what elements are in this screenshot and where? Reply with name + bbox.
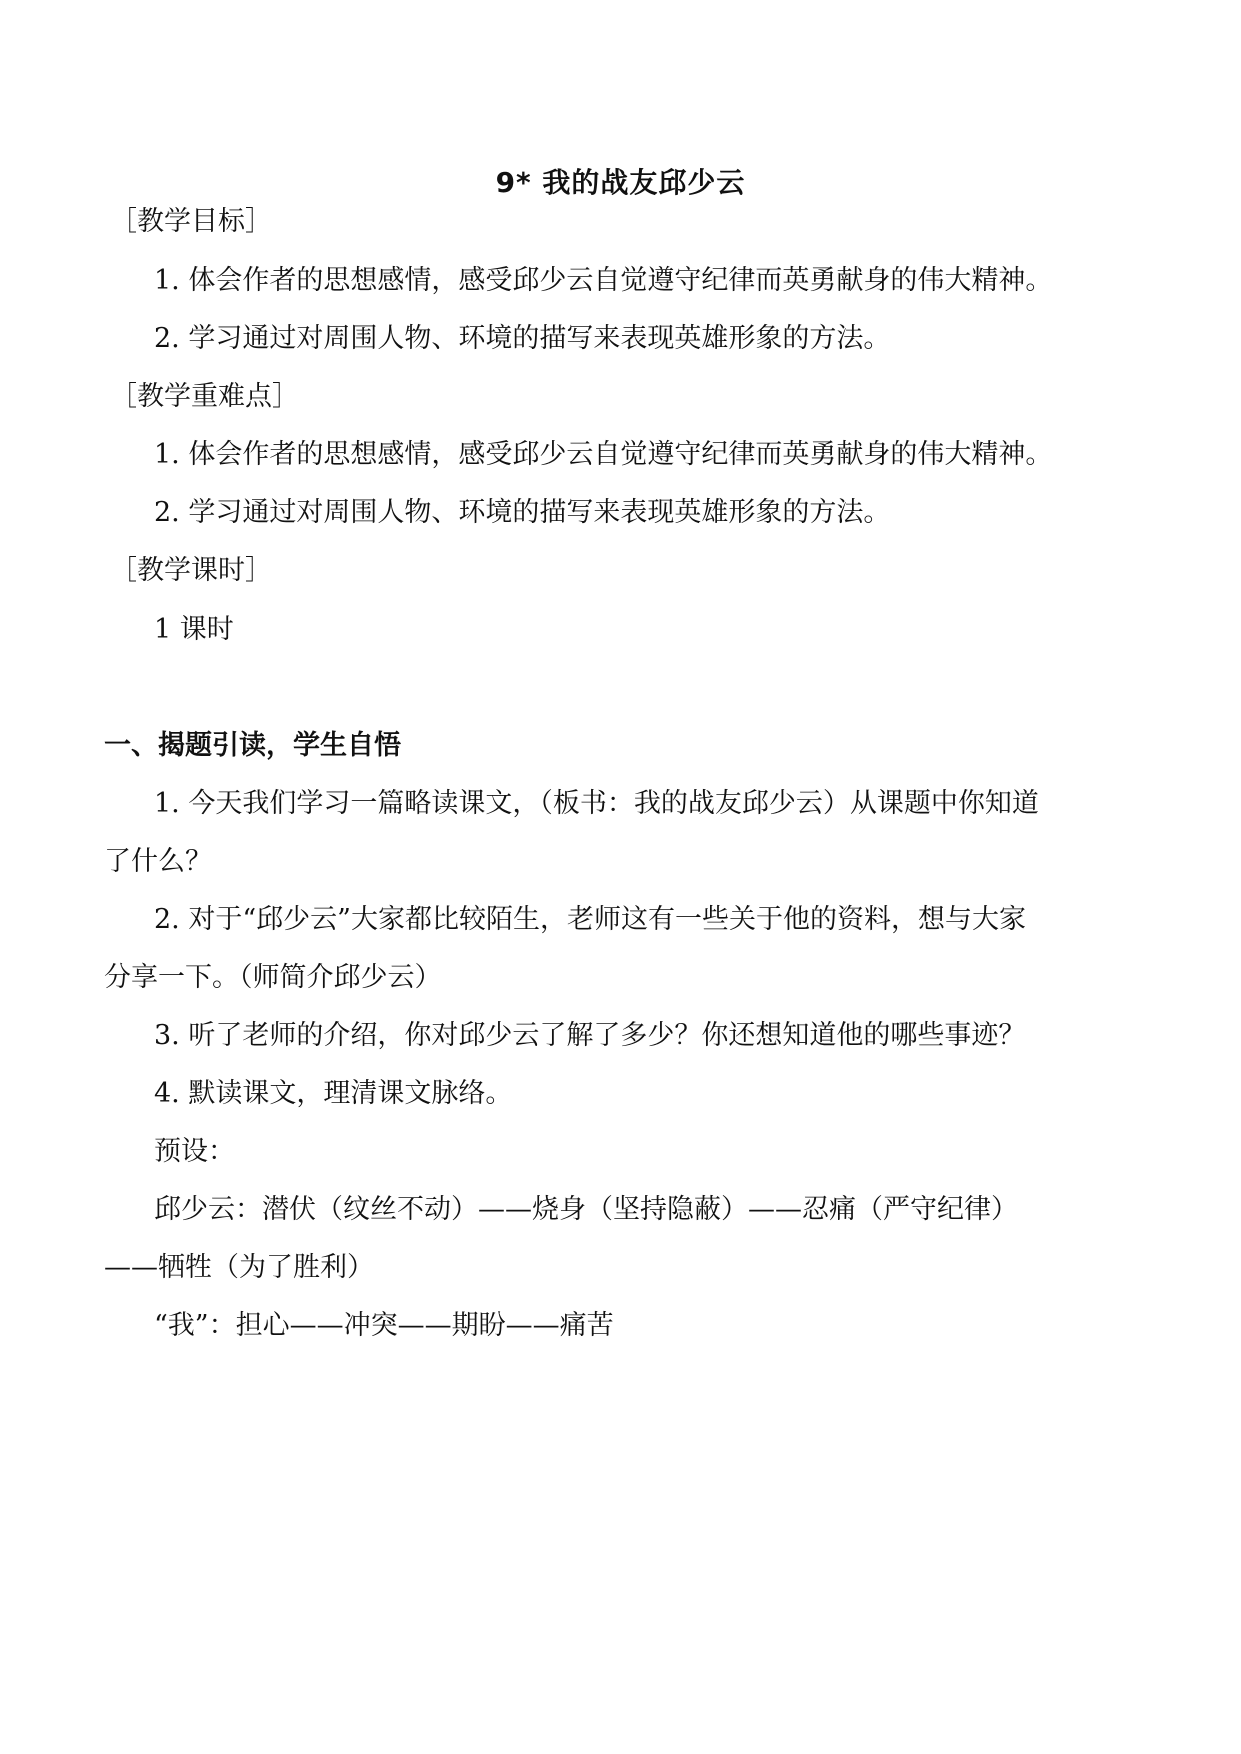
paragraph-3: 3. 听了老师的介绍，你对邱少云了解了多少？你还想知道他的哪些事迹？ [154, 1020, 1026, 1051]
paragraph-4: 4. 默读课文，理清课文脉络。 [154, 1078, 513, 1109]
objective-item-2: 2. 学习通过对周围人物、环境的描写来表现英雄形象的方法。 [154, 323, 891, 354]
key-point-item-1: 1. 体会作者的思想感情，感受邱少云自觉遵守纪律而英勇献身的伟大精神。 [154, 439, 1053, 470]
me-flow-line: “我”：担心——冲突——期盼——痛苦 [154, 1310, 614, 1341]
objectives-heading: ［教学目标］ [110, 206, 272, 237]
hours-value: 1 课时 [154, 614, 234, 645]
page-title: 9* 我的战友邱少云 [495, 166, 746, 199]
paragraph-2-line-1: 2. 对于“邱少云”大家都比较陌生，老师这有一些关于他的资料，想与大家 [154, 904, 1026, 935]
key-point-item-2: 2. 学习通过对周围人物、环境的描写来表现英雄形象的方法。 [154, 497, 891, 528]
key-points-heading: ［教学重难点］ [110, 381, 299, 412]
paragraph-1-line-1: 1. 今天我们学习一篇略读课文，（板书：我的战友邱少云）从课题中你知道 [154, 788, 1039, 819]
paragraph-1-line-2: 了什么？ [104, 846, 212, 877]
preset-label: 预设： [154, 1136, 235, 1167]
qiu-flow-line-2: ——牺牲（为了胜利） [104, 1252, 374, 1283]
section-1-heading: 一、揭题引读，学生自悟 [104, 730, 401, 761]
hours-heading: ［教学课时］ [110, 555, 272, 586]
qiu-flow-line-1: 邱少云：潜伏（纹丝不动）——烧身（坚持隐蔽）——忍痛（严守纪律） [154, 1194, 1018, 1225]
paragraph-2-line-2: 分享一下。（师简介邱少云） [104, 962, 442, 993]
objective-item-1: 1. 体会作者的思想感情，感受邱少云自觉遵守纪律而英勇献身的伟大精神。 [154, 265, 1053, 296]
